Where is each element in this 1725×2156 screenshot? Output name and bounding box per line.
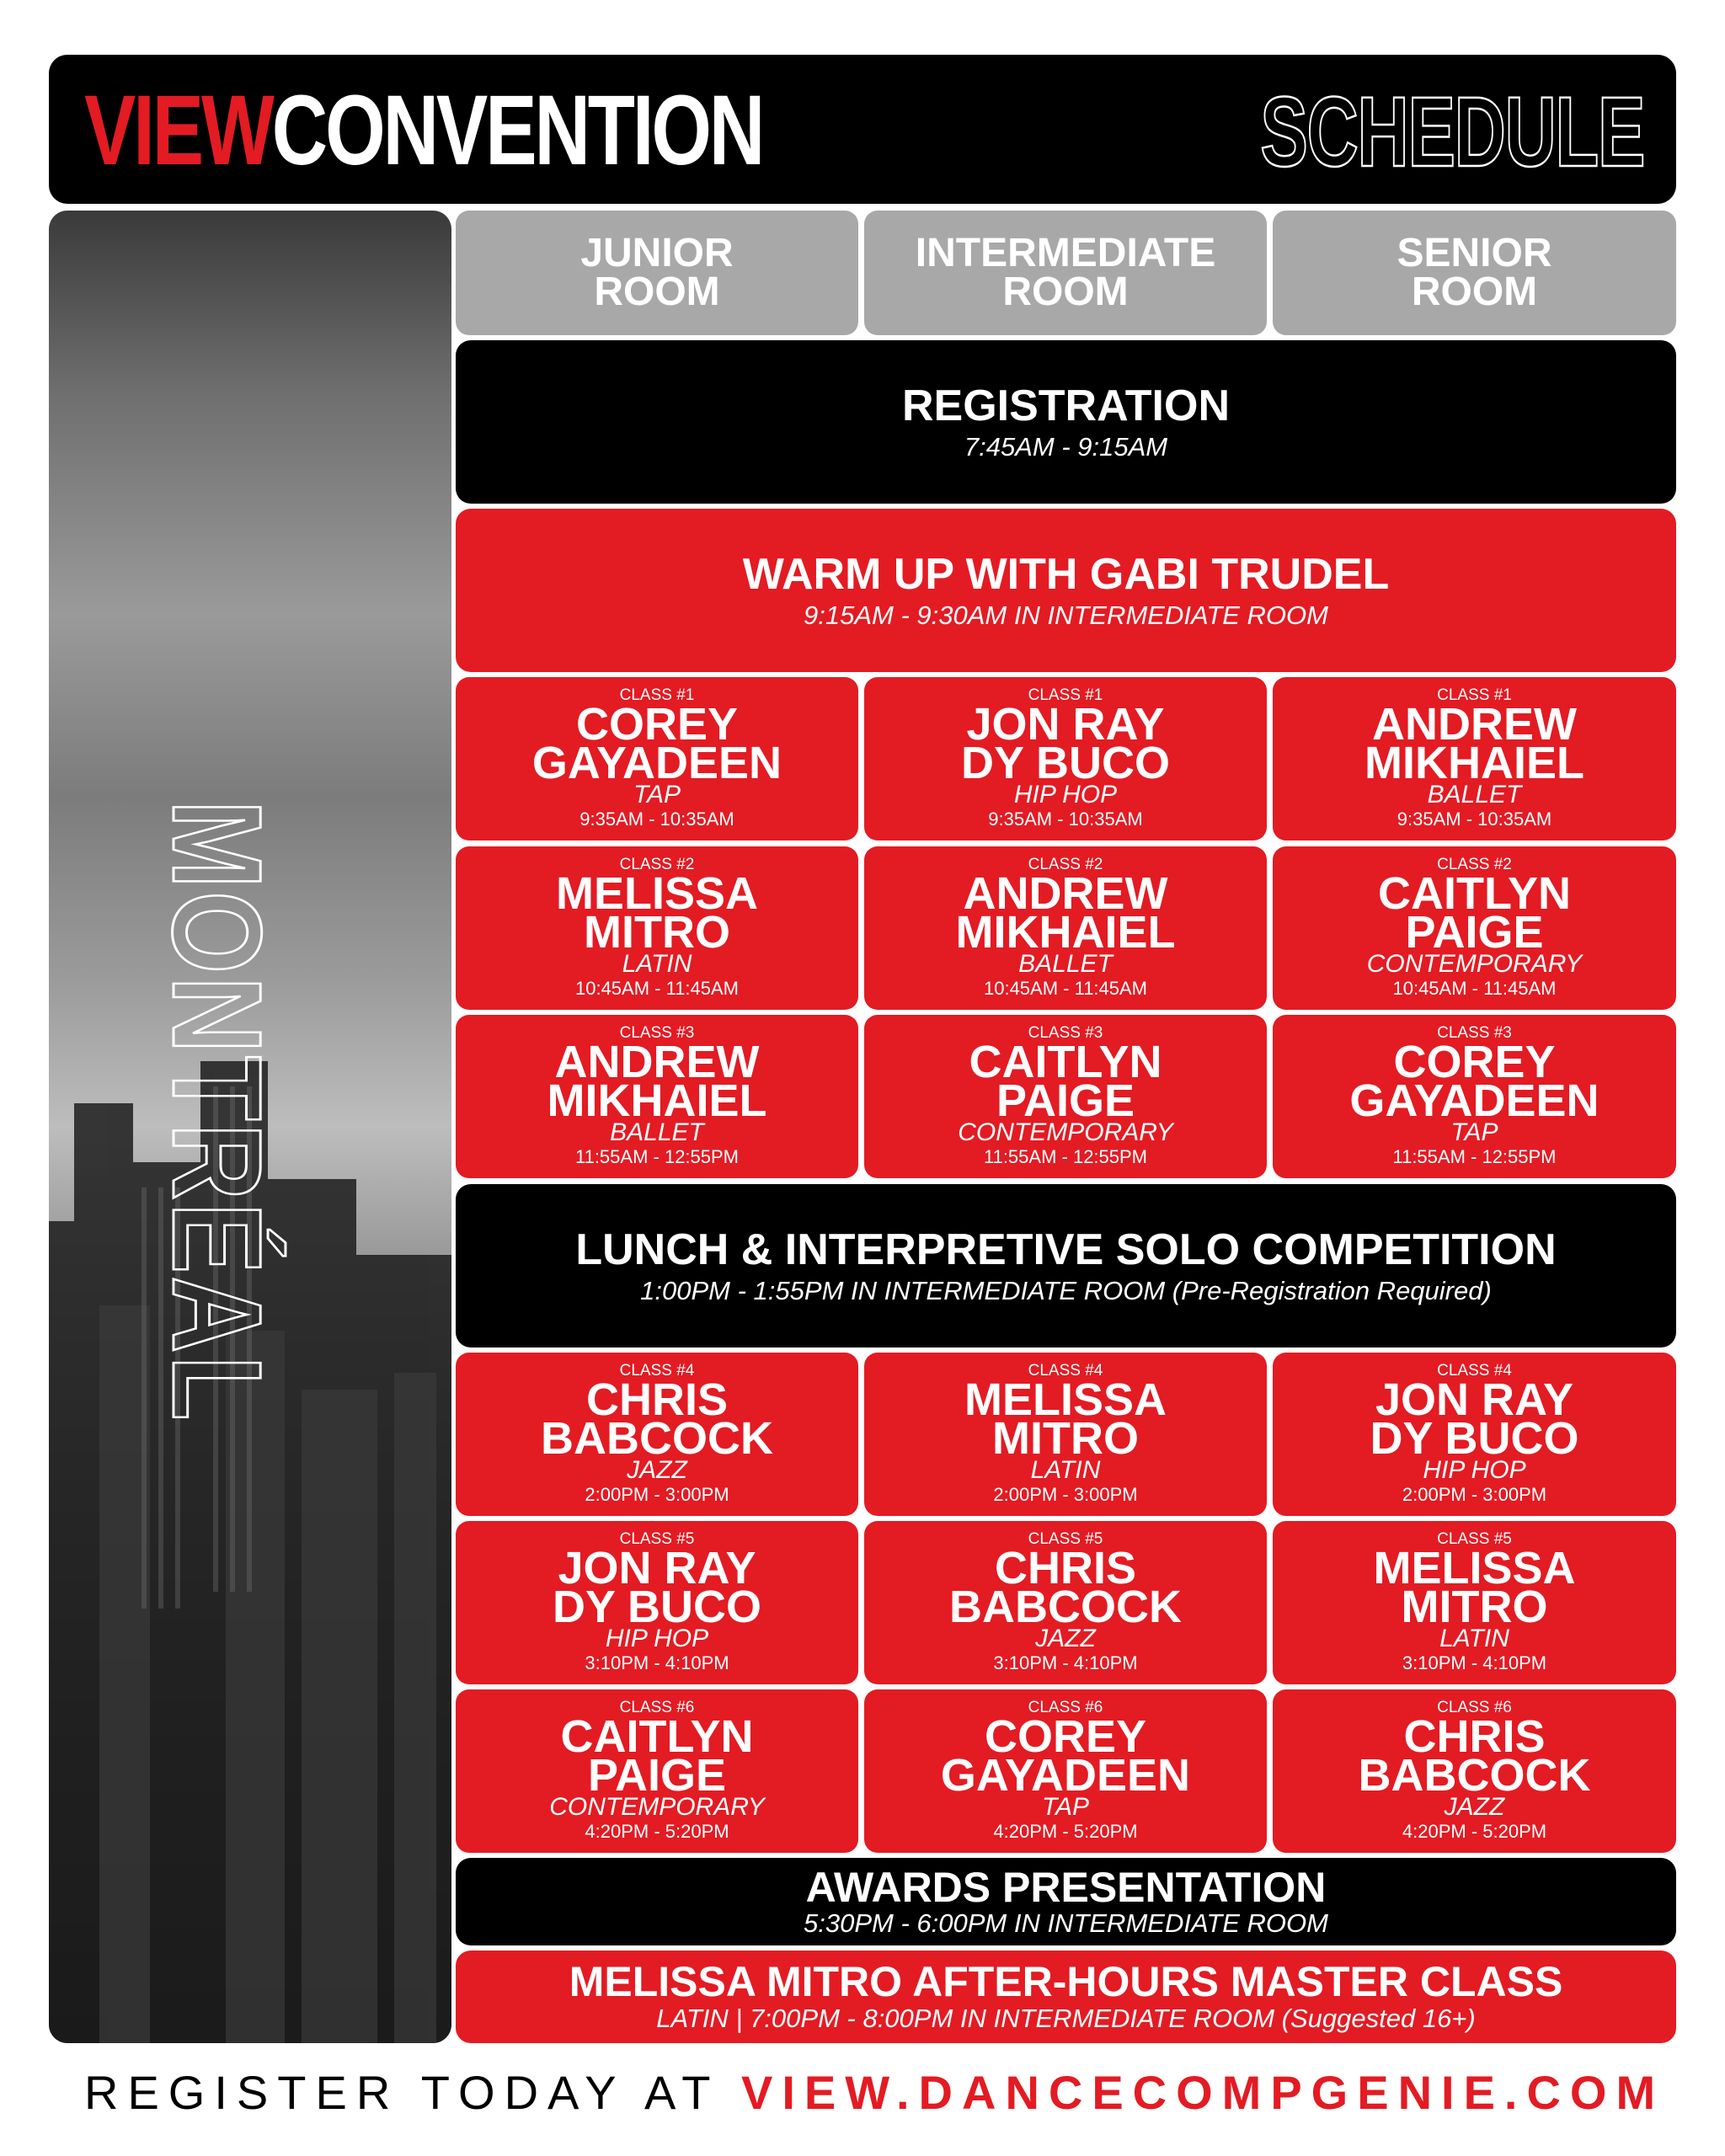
- room-header-senior: [1273, 211, 1676, 335]
- class-time: 11:55AM - 12:55PM: [1392, 1146, 1557, 1167]
- instructor-name-last: MIKHAIEL: [955, 907, 1176, 958]
- awards-band: [456, 1858, 1676, 1945]
- class-slot: [1273, 1521, 1676, 1684]
- room-label: ROOM: [1411, 270, 1538, 314]
- class-time: 3:10PM - 4:10PM: [585, 1652, 729, 1673]
- band-title: LUNCH & INTERPRETIVE SOLO COMPETITION: [575, 1225, 1557, 1274]
- class-number: CLASS #1: [619, 686, 695, 704]
- class-slot: [864, 1015, 1267, 1178]
- class-time: 11:55AM - 12:55PM: [574, 1146, 740, 1167]
- class-number: CLASS #2: [1028, 856, 1103, 873]
- dance-style: JAZZ: [627, 1456, 687, 1484]
- class-time: 9:35AM - 10:35AM: [988, 808, 1143, 830]
- band-time: 9:15AM - 9:30AM IN INTERMEDIATE ROOM: [804, 600, 1328, 630]
- class-time: 9:35AM - 10:35AM: [579, 808, 734, 830]
- class-slot: [864, 677, 1267, 841]
- class-slot: [1273, 1689, 1676, 1853]
- class-slot: [1273, 1015, 1676, 1178]
- dance-style: CONTEMPORARY: [958, 1118, 1173, 1146]
- band-title: MELISSA MITRO AFTER-HOURS MASTER CLASS: [569, 1958, 1563, 2005]
- class-slot: [456, 1521, 858, 1684]
- room-header-junior: [456, 211, 858, 335]
- class-number: CLASS #2: [1437, 856, 1512, 873]
- class-time: 4:20PM - 5:20PM: [993, 1821, 1138, 1842]
- class-number: CLASS #1: [1028, 686, 1103, 704]
- class-slot: [864, 846, 1267, 1010]
- dance-style: BALLET: [610, 1118, 704, 1146]
- class-number: CLASS #4: [1437, 1362, 1512, 1380]
- header-bar: [49, 55, 1676, 204]
- class-time: 9:35AM - 10:35AM: [1397, 808, 1552, 830]
- city-name: MONTRÉAL: [147, 800, 288, 1543]
- class-time: 4:20PM - 5:20PM: [1402, 1821, 1547, 1842]
- dance-style: HIP HOP: [1423, 1456, 1526, 1484]
- room-name: SENIOR: [1397, 231, 1552, 275]
- class-time: 4:20PM - 5:20PM: [585, 1821, 729, 1842]
- room-name: INTERMEDIATE: [915, 231, 1216, 275]
- dance-style: BALLET: [1427, 781, 1522, 808]
- lunch-band: [456, 1184, 1676, 1348]
- instructor-name-first: CHRIS: [585, 1374, 728, 1425]
- class-slot: [456, 1353, 858, 1516]
- instructor-name-last: DY BUCO: [960, 738, 1171, 788]
- instructor-name-last: MIKHAIEL: [1365, 738, 1584, 788]
- master-class-band: [456, 1951, 1676, 2043]
- room-label: ROOM: [1002, 270, 1129, 314]
- band-time: 7:45AM - 9:15AM: [964, 432, 1168, 462]
- instructor-name-first: CAITLYN: [1377, 868, 1572, 919]
- class-slot: [456, 1689, 858, 1853]
- band-title: REGISTRATION: [901, 382, 1231, 430]
- class-number: CLASS #6: [1028, 1699, 1103, 1716]
- dance-style: TAP: [633, 781, 681, 808]
- dance-style: BALLET: [1018, 950, 1113, 978]
- class-number: CLASS #6: [1437, 1699, 1512, 1716]
- instructor-name-first: MELISSA: [555, 868, 759, 919]
- class-number: CLASS #4: [1028, 1362, 1103, 1380]
- instructor-name-last: PAIGE: [1405, 907, 1544, 958]
- class-slot: [864, 1689, 1267, 1853]
- instructor-name-last: DY BUCO: [552, 1582, 762, 1632]
- dance-style: CONTEMPORARY: [549, 1793, 765, 1821]
- class-number: CLASS #2: [619, 856, 695, 873]
- instructor-name-first: CAITLYN: [969, 1037, 1162, 1087]
- logo-convention: CONVENTION: [271, 75, 763, 186]
- class-time: 2:00PM - 3:00PM: [1402, 1484, 1547, 1505]
- instructor-name-last: DY BUCO: [1370, 1413, 1579, 1464]
- room-label: ROOM: [594, 270, 720, 314]
- instructor-name-last: MIKHAIEL: [547, 1075, 767, 1126]
- class-time: 10:45AM - 11:45AM: [1392, 978, 1557, 999]
- class-number: CLASS #5: [619, 1530, 695, 1548]
- instructor-name-first: CHRIS: [994, 1543, 1136, 1593]
- instructor-name-last: GAYADEEN: [940, 1750, 1191, 1801]
- city-name-graphic: [49, 211, 451, 2043]
- class-slot: [1273, 846, 1676, 1010]
- class-time: 3:10PM - 4:10PM: [993, 1652, 1138, 1673]
- instructor-name-last: MITRO: [584, 907, 730, 958]
- band-title: WARM UP WITH GABI TRUDEL: [742, 550, 1390, 599]
- band-title: AWARDS PRESENTATION: [805, 1864, 1327, 1911]
- class-slot: [864, 1353, 1267, 1516]
- register-link[interactable]: VIEW.DANCECOMPGENIE.COM: [740, 2066, 1665, 2119]
- class-time: 10:45AM - 11:45AM: [574, 978, 740, 999]
- class-time: 2:00PM - 3:00PM: [585, 1484, 729, 1505]
- dance-style: TAP: [1450, 1118, 1498, 1146]
- class-slot: [456, 1015, 858, 1178]
- class-slot: [1273, 677, 1676, 841]
- dance-style: LATIN: [1439, 1625, 1509, 1652]
- instructor-name-last: BABCOCK: [1358, 1750, 1591, 1801]
- instructor-name-first: MELISSA: [964, 1374, 1167, 1425]
- band-time: 5:30PM - 6:00PM IN INTERMEDIATE ROOM: [804, 1908, 1328, 1938]
- band-time: 1:00PM - 1:55PM IN INTERMEDIATE ROOM (Pre-Registration Required): [640, 1276, 1492, 1305]
- class-slot: [456, 846, 858, 1010]
- instructor-name-last: GAYADEEN: [531, 738, 782, 788]
- class-number: CLASS #3: [1028, 1024, 1103, 1042]
- dance-style: JAZZ: [1035, 1625, 1096, 1652]
- dance-style: JAZZ: [1444, 1793, 1505, 1821]
- footer-prefix: REGISTER TODAY AT: [84, 2066, 719, 2119]
- instructor-name-first: ANDREW: [554, 1037, 760, 1087]
- class-slot: [1273, 1353, 1676, 1516]
- room-header-intermediate: [864, 211, 1267, 335]
- class-time: 10:45AM - 11:45AM: [983, 978, 1148, 999]
- instructor-name-first: COREY: [575, 699, 739, 750]
- logo-view: VIEW: [84, 75, 272, 186]
- instructor-name-last: BABCOCK: [541, 1413, 773, 1464]
- instructor-name-first: ANDREW: [1372, 699, 1577, 750]
- dance-style: TAP: [1041, 1793, 1090, 1821]
- class-time: 2:00PM - 3:00PM: [993, 1484, 1138, 1505]
- dance-style: HIP HOP: [1013, 781, 1118, 808]
- schedule-title: SCHEDULE: [1260, 77, 1644, 188]
- instructor-name-last: MITRO: [992, 1413, 1139, 1464]
- instructor-name-first: JON RAY: [1375, 1374, 1574, 1425]
- instructor-name-first: CAITLYN: [560, 1711, 754, 1762]
- instructor-name-first: CHRIS: [1403, 1711, 1546, 1762]
- class-number: CLASS #5: [1028, 1530, 1103, 1548]
- instructor-name-last: PAIGE: [996, 1075, 1135, 1126]
- instructor-name-first: JON RAY: [966, 699, 1165, 750]
- instructor-name-first: MELISSA: [1373, 1543, 1576, 1593]
- instructor-name-last: BABCOCK: [949, 1582, 1182, 1632]
- instructor-name-first: ANDREW: [963, 868, 1168, 919]
- logo: [84, 72, 762, 189]
- footer-cta: [84, 2055, 1665, 2131]
- class-slot: [864, 1521, 1267, 1684]
- registration-band: [456, 340, 1676, 504]
- city-sidebar: [49, 211, 451, 2043]
- dance-style: HIP HOP: [605, 1625, 709, 1652]
- instructor-name-first: COREY: [984, 1711, 1147, 1762]
- class-time: 3:10PM - 4:10PM: [1402, 1652, 1547, 1673]
- instructor-name-first: COREY: [1393, 1037, 1556, 1087]
- warmup-band: [456, 509, 1676, 672]
- class-number: CLASS #5: [1437, 1530, 1512, 1548]
- dance-style: LATIN: [622, 950, 692, 978]
- instructor-name-first: JON RAY: [558, 1543, 756, 1593]
- class-number: CLASS #1: [1437, 686, 1512, 704]
- class-number: CLASS #3: [1437, 1024, 1512, 1042]
- band-time: LATIN | 7:00PM - 8:00PM IN INTERMEDIATE ROOM (Suggested 16+): [656, 2004, 1476, 2033]
- dance-style: LATIN: [1030, 1456, 1101, 1484]
- dance-style: CONTEMPORARY: [1366, 950, 1583, 978]
- instructor-name-last: MITRO: [1401, 1582, 1548, 1632]
- class-number: CLASS #6: [619, 1699, 695, 1716]
- class-slot: [456, 677, 858, 841]
- room-name: JUNIOR: [580, 231, 734, 275]
- instructor-name-last: PAIGE: [587, 1750, 727, 1801]
- class-number: CLASS #4: [619, 1362, 695, 1380]
- instructor-name-last: GAYADEEN: [1349, 1075, 1599, 1126]
- class-time: 11:55AM - 12:55PM: [983, 1146, 1148, 1167]
- class-number: CLASS #3: [619, 1024, 695, 1042]
